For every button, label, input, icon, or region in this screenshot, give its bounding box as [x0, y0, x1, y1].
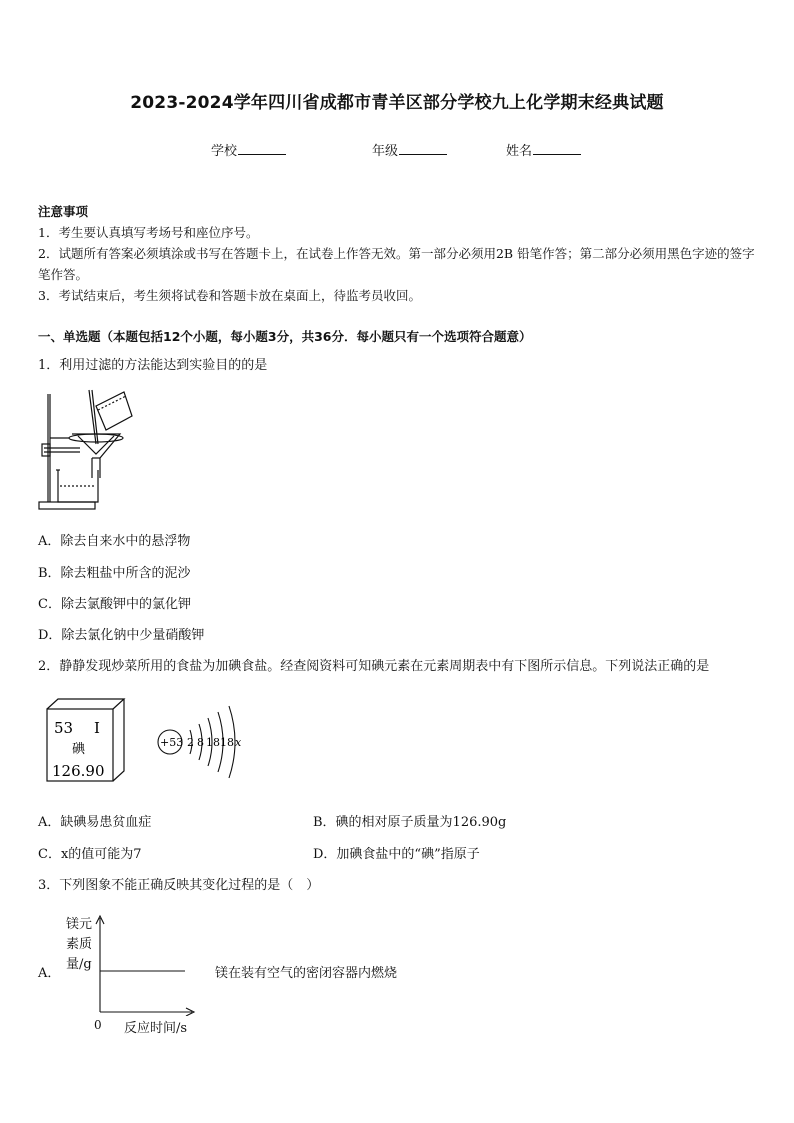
q2-option-a: A．缺碘易患贫血症 — [38, 815, 152, 830]
grade-blank — [399, 142, 447, 155]
element-name: 碘 — [72, 742, 86, 757]
school-field — [211, 140, 286, 159]
q1-option-d: D．除去氯化钠中少量硝酸钾 — [38, 628, 205, 643]
school-blank — [238, 142, 286, 155]
q1-option-c: C．除去氯酸钾中的氯化钾 — [38, 597, 191, 612]
section-heading: 一、单选题（本题包括12个小题，每小题3分，共36分．每小题只有一个选项符合题意） — [38, 329, 532, 344]
q1-option-b: B．除去粗盐中所含的泥沙 — [38, 566, 191, 581]
notes-item-1: 1．考生要认真填写考场号和座位序号。 — [38, 225, 259, 240]
q3-a-xlabel: 反应时间/s — [124, 1021, 188, 1036]
q3-option-a-label: A． — [38, 966, 61, 981]
q1-stem: 1．利用过滤的方法能达到实验目的的是 — [38, 358, 268, 373]
q3-a-graph — [92, 912, 198, 1016]
atom-shell-1: 2 — [187, 736, 194, 749]
q2-option-d: D．加碘食盐中的“碘”指原子 — [313, 847, 480, 862]
element-symbol: I — [94, 719, 100, 737]
name-field — [506, 140, 581, 159]
atom-nucleus: +53 — [160, 736, 184, 749]
q3-a-caption: 镁在装有空气的密闭容器内燃烧 — [215, 966, 398, 981]
q3-a-origin: 0 — [94, 1018, 102, 1032]
atom-shell-2: 8 — [197, 736, 204, 749]
grade-label: 年级 — [372, 144, 399, 159]
atom-structure-figure — [150, 700, 250, 782]
q2-stem: 2．静静发现炒菜所用的食盐为加碘食盐。经查阅资料可知碘元素在元素周期表中有下图所示信息。下列说法正确的是 — [38, 659, 710, 674]
q2-option-c: C．x的值可能为7 — [38, 847, 142, 862]
q1-option-a: A．除去自来水中的悬浮物 — [38, 534, 191, 549]
element-mass: 126.90 — [52, 762, 105, 780]
element-card-figure — [44, 697, 128, 785]
q3-a-ylabel-line-3: 量/g — [66, 957, 92, 972]
atom-shell-5: x — [235, 736, 242, 749]
element-number: 53 — [54, 719, 74, 737]
q3-a-ylabel-line-2: 素质 — [66, 937, 93, 952]
atom-shell-4: 18 — [220, 736, 234, 749]
notes-section — [38, 201, 760, 306]
notes-item-3: 3．考试结束后，考生须将试卷和答题卡放在桌面上，待监考员收回。 — [38, 288, 421, 303]
atom-shell-3: 18 — [206, 736, 220, 749]
notes-heading: 注意事项 — [38, 204, 89, 219]
school-label: 学校 — [211, 144, 238, 159]
notes-item-2: 2．试题所有答案必须填涂或书写在答题卡上，在试卷上作答无效。第一部分必须用2B 铅笔作答；第二部分必须用黑色字迹的签字笔作答。 — [38, 246, 755, 282]
name-label: 姓名 — [506, 144, 533, 159]
page-title: 2023-2024学年四川省成都市青羊区部分学校九上化学期末经典试题 — [130, 93, 664, 113]
grade-field — [372, 140, 447, 159]
q3-stem: 3．下列图象不能正确反映其变化过程的是（ ） — [38, 878, 320, 893]
q3-a-ylabel — [66, 915, 92, 975]
q3-a-ylabel-line-1: 镁元 — [66, 917, 93, 932]
filtration-apparatus-figure — [36, 386, 136, 514]
q2-option-b: B．碘的相对原子质量为126.90g — [313, 815, 507, 830]
name-blank — [533, 142, 581, 155]
